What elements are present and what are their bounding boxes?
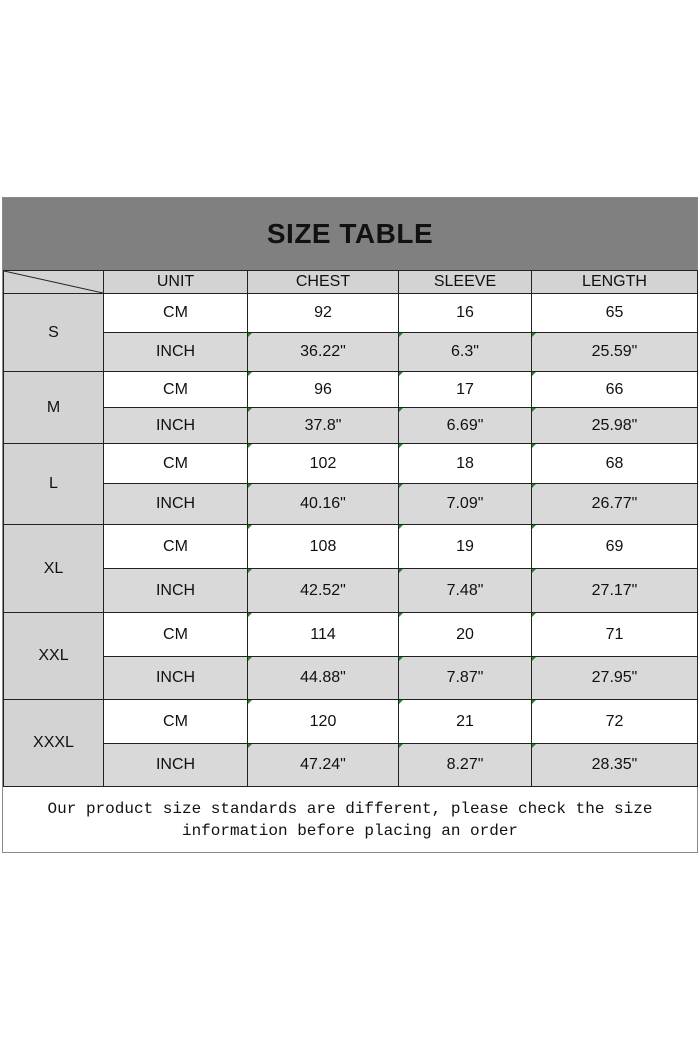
length-cell: 25.98"	[532, 408, 698, 444]
diagonal-line	[4, 271, 103, 293]
chest-cell: 114	[248, 613, 399, 657]
table-row-s-inch	[4, 333, 698, 372]
sleeve-cell: 7.48"	[399, 569, 532, 613]
table-row-s-cm	[4, 294, 698, 333]
sleeve-cell: 18	[399, 444, 532, 484]
sleeve-cell: 21	[399, 700, 532, 744]
unit-cell: CM	[104, 372, 248, 408]
size-label: L	[4, 444, 104, 525]
corner-cell	[4, 271, 104, 294]
chest-cell: 96	[248, 372, 399, 408]
table-row-xxxl-inch	[4, 744, 698, 787]
footnote-text: Our product size standards are different, please check the size information before placing an order	[47, 800, 653, 840]
chest-cell: 42.52"	[248, 569, 399, 613]
length-cell: 28.35"	[532, 744, 698, 787]
unit-cell: CM	[104, 294, 248, 333]
column-header-sleeve: SLEEVE	[399, 271, 532, 294]
length-cell: 27.95"	[532, 657, 698, 700]
sleeve-cell: 6.3"	[399, 333, 532, 372]
sleeve-cell: 20	[399, 613, 532, 657]
unit-cell: INCH	[104, 484, 248, 525]
unit-cell: CM	[104, 613, 248, 657]
unit-cell: INCH	[104, 408, 248, 444]
length-cell: 25.59"	[532, 333, 698, 372]
length-cell: 71	[532, 613, 698, 657]
table-row-xxl-inch	[4, 657, 698, 700]
header-row	[4, 271, 698, 294]
table-row-m-inch	[4, 408, 698, 444]
size-table-sheet	[2, 197, 698, 853]
unit-cell: INCH	[104, 333, 248, 372]
length-cell: 65	[532, 294, 698, 333]
sleeve-cell: 8.27"	[399, 744, 532, 787]
size-table	[3, 270, 698, 787]
table-row-xl-inch	[4, 569, 698, 613]
length-cell: 68	[532, 444, 698, 484]
size-label: XXL	[4, 613, 104, 700]
column-header-length: LENGTH	[532, 271, 698, 294]
chest-cell: 36.22"	[248, 333, 399, 372]
table-row-xxl-cm	[4, 613, 698, 657]
unit-cell: CM	[104, 700, 248, 744]
table-row-m-cm	[4, 372, 698, 408]
chest-cell: 37.8"	[248, 408, 399, 444]
unit-cell: INCH	[104, 744, 248, 787]
unit-cell: INCH	[104, 569, 248, 613]
table-row-l-inch	[4, 484, 698, 525]
chest-cell: 108	[248, 525, 399, 569]
size-label: XXXL	[4, 700, 104, 787]
sleeve-cell: 7.09"	[399, 484, 532, 525]
table-row-l-cm	[4, 444, 698, 484]
column-header-chest: CHEST	[248, 271, 399, 294]
length-cell: 72	[532, 700, 698, 744]
unit-cell: CM	[104, 444, 248, 484]
length-cell: 66	[532, 372, 698, 408]
chest-cell: 40.16"	[248, 484, 399, 525]
sleeve-cell: 16	[399, 294, 532, 333]
length-cell: 26.77"	[532, 484, 698, 525]
size-label: M	[4, 372, 104, 444]
size-label: XL	[4, 525, 104, 613]
chest-cell: 47.24"	[248, 744, 399, 787]
chest-cell: 120	[248, 700, 399, 744]
table-row-xl-cm	[4, 525, 698, 569]
page-title: SIZE TABLE	[266, 218, 434, 249]
unit-cell: CM	[104, 525, 248, 569]
sleeve-cell: 6.69"	[399, 408, 532, 444]
chest-cell: 102	[248, 444, 399, 484]
size-label: S	[4, 294, 104, 372]
sleeve-cell: 19	[399, 525, 532, 569]
length-cell: 27.17"	[532, 569, 698, 613]
chest-cell: 92	[248, 294, 399, 333]
title-band	[3, 198, 697, 270]
column-header-unit: UNIT	[104, 271, 248, 294]
sleeve-cell: 17	[399, 372, 532, 408]
sleeve-cell: 7.87"	[399, 657, 532, 700]
chest-cell: 44.88"	[248, 657, 399, 700]
length-cell: 69	[532, 525, 698, 569]
footnote	[3, 787, 697, 853]
unit-cell: INCH	[104, 657, 248, 700]
table-row-xxxl-cm	[4, 700, 698, 744]
